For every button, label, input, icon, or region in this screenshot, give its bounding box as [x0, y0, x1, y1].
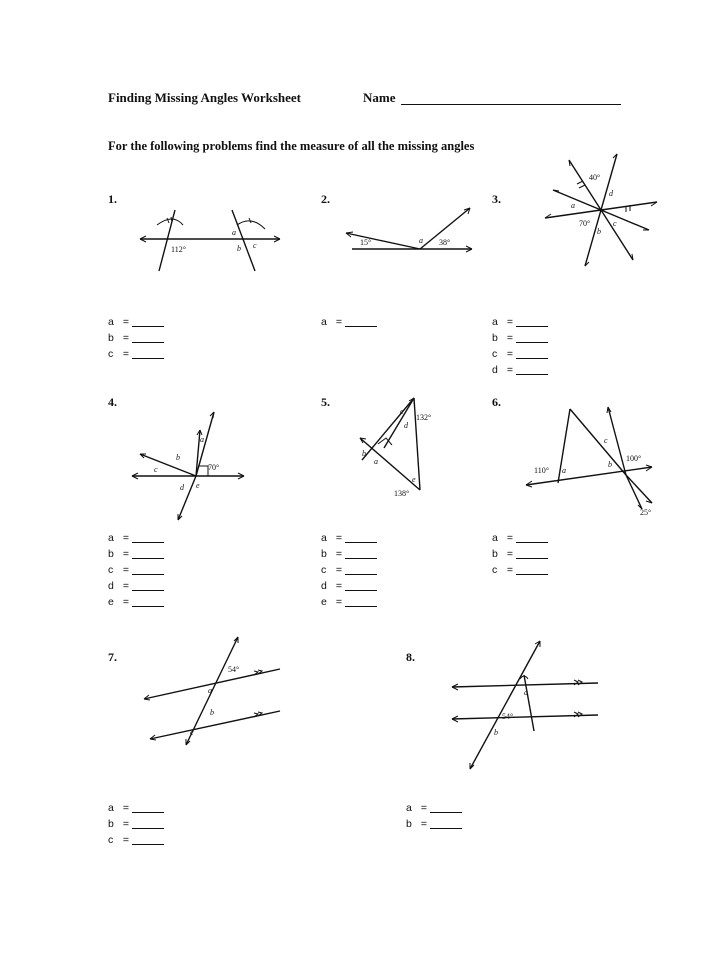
p1-label-b: b — [237, 244, 241, 253]
answer-blank[interactable] — [516, 563, 548, 575]
answer-row: b = — [108, 546, 164, 562]
answer-blank[interactable] — [345, 563, 377, 575]
answer-blank[interactable] — [516, 347, 548, 359]
answer-blank[interactable] — [345, 315, 377, 327]
p4-label-b: b — [176, 453, 180, 462]
p1-given-112: 112° — [171, 245, 186, 254]
answer-row: d = — [108, 578, 164, 594]
problem-1-answers — [108, 314, 164, 362]
answer-blank[interactable] — [345, 531, 377, 543]
answer-blank[interactable] — [132, 347, 164, 359]
p5-label-d: d — [404, 421, 408, 430]
answer-blank[interactable] — [516, 363, 548, 375]
problem-7-answers — [108, 800, 164, 848]
p2-given-15: 15° — [360, 238, 372, 247]
p3-label-d: d — [609, 189, 613, 198]
p2-label-a: a — [419, 236, 423, 245]
answer-blank[interactable] — [345, 547, 377, 559]
p6-given-110: 110° — [534, 466, 549, 475]
problem-3-answers — [492, 314, 548, 378]
problem-8-number: 8. — [406, 650, 415, 664]
answer-row: b = — [492, 330, 548, 346]
p7-given-54: 54° — [228, 665, 240, 674]
p7-label-b: b — [210, 708, 214, 717]
problem-5-number: 5. — [321, 395, 330, 409]
answer-row: c = — [108, 346, 164, 362]
p7-label-a: a — [208, 686, 212, 695]
problem-8-answers — [406, 800, 462, 832]
answer-row: a = — [108, 314, 164, 330]
problem-1-number: 1. — [108, 192, 117, 206]
p3-given-40: 40° — [589, 173, 601, 182]
answer-blank[interactable] — [132, 833, 164, 845]
p5-label-a: a — [374, 457, 378, 466]
p5-label-e: e — [412, 475, 416, 484]
answer-row: a = — [108, 530, 164, 546]
p8-given-54: 54° — [502, 712, 514, 721]
p5-label-b: b — [362, 449, 366, 458]
problem-4-number: 4. — [108, 395, 117, 409]
answer-blank[interactable] — [132, 531, 164, 543]
answer-blank[interactable] — [132, 579, 164, 591]
answer-blank[interactable] — [345, 595, 377, 607]
answer-row: b = — [321, 546, 377, 562]
answer-row: a = — [492, 530, 548, 546]
answer-row: e = — [321, 594, 377, 610]
answer-row: c = — [108, 562, 164, 578]
problem-2-answers — [321, 314, 377, 330]
problem-5-answers — [321, 530, 377, 610]
answer-blank[interactable] — [132, 331, 164, 343]
answer-row: b = — [108, 816, 164, 832]
p3-label-a: a — [571, 201, 575, 210]
p1-label-a: a — [232, 228, 236, 237]
p6-given-25: 25° — [640, 508, 652, 517]
problem-4-figure — [128, 408, 248, 526]
p6-label-b: b — [608, 460, 612, 469]
problem-5-figure — [350, 392, 445, 522]
problem-2-figure — [340, 205, 475, 260]
answer-row: a = — [406, 800, 462, 816]
answer-blank[interactable] — [132, 563, 164, 575]
answer-row: b = — [406, 816, 462, 832]
answer-row: c = — [108, 832, 164, 848]
answer-row: b = — [492, 546, 548, 562]
answer-blank[interactable] — [132, 817, 164, 829]
answer-blank[interactable] — [516, 531, 548, 543]
answer-blank[interactable] — [132, 801, 164, 813]
answer-blank[interactable] — [345, 579, 377, 591]
p5-given-132: 132° — [416, 413, 432, 422]
problem-7-figure — [140, 635, 285, 745]
answer-blank[interactable] — [132, 547, 164, 559]
p7-label-c: c — [190, 728, 194, 737]
answer-blank[interactable] — [430, 817, 462, 829]
problem-3-figure — [533, 152, 663, 267]
problem-6-figure — [522, 405, 662, 517]
problem-2-number: 2. — [321, 192, 330, 206]
name-blank[interactable] — [401, 104, 621, 105]
p5-label-c: c — [400, 407, 404, 416]
answer-row: e = — [108, 594, 164, 610]
p6-label-a: a — [562, 466, 566, 475]
problem-4-answers — [108, 530, 164, 610]
p4-label-d: d — [180, 483, 184, 492]
p6-label-c: c — [604, 436, 608, 445]
p8-label-a: a — [524, 688, 528, 697]
answer-row: a = — [321, 530, 377, 546]
p3-label-b: b — [597, 227, 601, 236]
answer-row: a = — [321, 314, 377, 330]
p4-label-a: a — [200, 435, 204, 444]
problem-1-figure — [135, 205, 285, 275]
answer-blank[interactable] — [132, 315, 164, 327]
p4-label-c: c — [154, 465, 158, 474]
answer-row: d = — [492, 362, 548, 378]
instructions: For the following problems find the measure of all the missing angles — [108, 139, 475, 153]
answer-blank[interactable] — [132, 595, 164, 607]
answer-blank[interactable] — [516, 331, 548, 343]
answer-blank[interactable] — [516, 547, 548, 559]
p6-given-100: 100° — [626, 454, 642, 463]
problem-3-number: 3. — [492, 192, 501, 206]
problem-8-figure — [448, 635, 603, 775]
answer-row: c = — [321, 562, 377, 578]
answer-row: c = — [492, 562, 548, 578]
problem-6-number: 6. — [492, 395, 501, 409]
p8-label-b: b — [494, 728, 498, 737]
p4-given-70: 70° — [208, 463, 220, 472]
p3-label-c: c — [613, 219, 617, 228]
problem-7-number: 7. — [108, 650, 117, 664]
answer-row: d = — [321, 578, 377, 594]
p1-label-c: c — [253, 241, 257, 250]
worksheet-title: Finding Missing Angles Worksheet — [108, 90, 301, 105]
p3-given-70: 70° — [579, 219, 591, 228]
answer-row: a = — [492, 314, 548, 330]
problem-6-answers — [492, 530, 548, 578]
name-label: Name — [363, 90, 396, 105]
answer-blank[interactable] — [430, 801, 462, 813]
p5-given-138: 138° — [394, 489, 410, 498]
answer-row: b = — [108, 330, 164, 346]
answer-blank[interactable] — [516, 315, 548, 327]
p4-label-e: e — [196, 481, 200, 490]
answer-row: a = — [108, 800, 164, 816]
answer-row: c = — [492, 346, 548, 362]
p2-given-38: 38° — [439, 238, 451, 247]
